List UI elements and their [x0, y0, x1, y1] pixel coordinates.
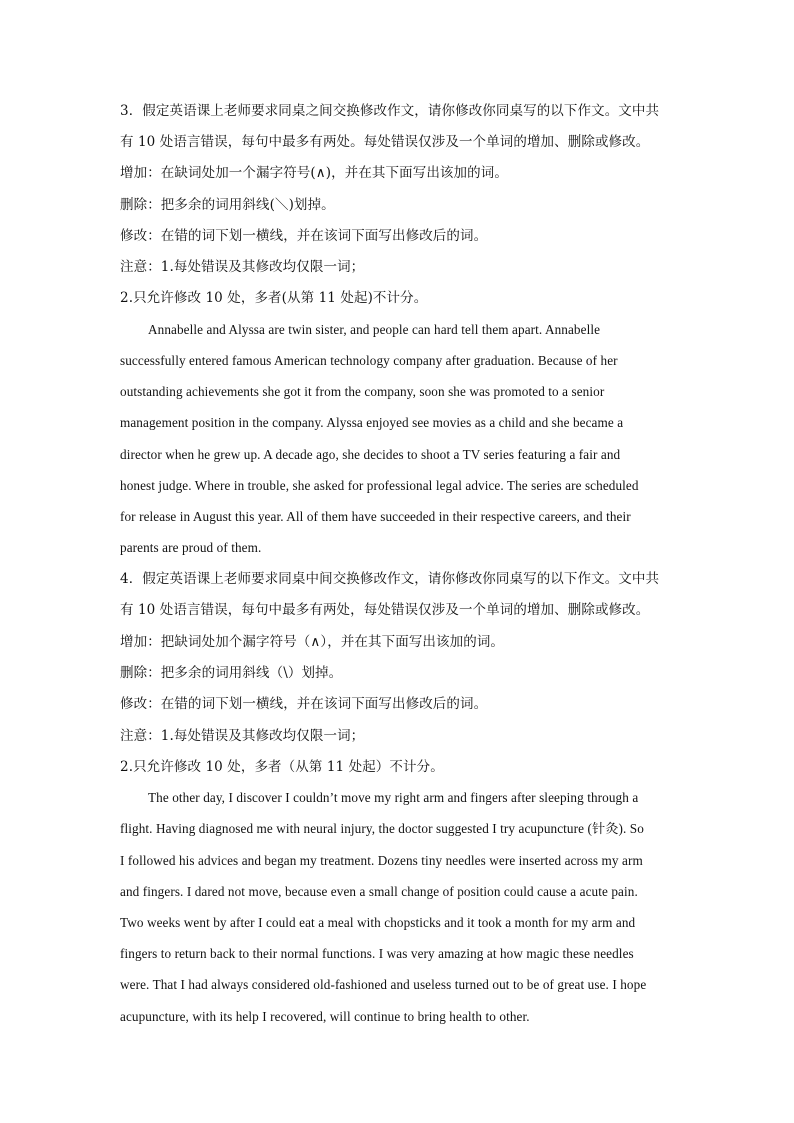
q3-passage-line: director when he grew up. A decade ago, she decides to shoot a TV series featuring a fair and: [120, 447, 621, 462]
q3-instruction-line: 3．假定英语课上老师要求同桌之间交换修改作文，请你修改你同桌写的以下作文。文中共: [120, 103, 660, 119]
q4-passage-line: Two weeks went by after I could eat a meal with chopsticks and it took a month for my arm and: [120, 915, 636, 930]
q4-passage-line: flight. Having diagnosed me with neural injury, the doctor suggested I try acupuncture (针灸). So: [120, 821, 644, 836]
q4-passage-line: The other day, I discover I couldn’t move my right arm and fingers after sleeping through a: [148, 790, 639, 805]
q4-passage-line: fingers to return back to their normal functions. I was very amazing at how magic these needles: [120, 946, 634, 961]
q3-passage-line: for release in August this year. All of them have succeeded in their respective careers, and their: [120, 509, 631, 524]
q3-instruction-line: 注意：1.每处错误及其修改均仅限一词；: [120, 259, 365, 275]
q3-instruction-line: 有 10 处语言错误，每句中最多有两处。每处错误仅涉及一个单词的增加、删除或修改。: [120, 134, 650, 150]
q4-instruction-line: 有 10 处语言错误，每句中最多有两处，每处错误仅涉及一个单词的增加、删除或修改。: [120, 602, 650, 618]
q3-instruction-line: 增加：在缺词处加一个漏字符号(∧)，并在其下面写出该加的词。: [120, 165, 508, 181]
q4-passage-line: acupuncture, with its help I recovered, will continue to bring health to other.: [120, 1009, 530, 1024]
q3-instruction-line: 删除：把多余的词用斜线(＼)划掉。: [120, 197, 335, 213]
q4-passage-line: and fingers. I dared not move, because even a small change of position could cause a acute pain.: [120, 884, 638, 899]
q3-passage-line: Annabelle and Alyssa are twin sister, and people can hard tell them apart. Annabelle: [148, 322, 601, 337]
q4-instruction-line: 删除：把多余的词用斜线（\）划掉。: [120, 665, 343, 681]
q3-passage-line: management position in the company. Alyssa enjoyed see movies as a child and she became a: [120, 415, 624, 430]
q4-passage-line: I followed his advices and began my treatment. Dozens tiny needles were inserted across my arm: [120, 853, 643, 868]
q4-instruction-line: 4．假定英语课上老师要求同桌中间交换修改作文，请你修改你同桌写的以下作文。文中共: [120, 571, 660, 587]
q4-instruction-line: 增加：把缺词处加个漏字符号（∧），并在其下面写出该加的词。: [120, 634, 505, 650]
q3-passage-line: successfully entered famous American technology company after graduation. Because of her: [120, 353, 618, 368]
q4-instruction-line: 注意：1.每处错误及其修改均仅限一词；: [120, 728, 365, 744]
q3-instruction-line: 2.只允许修改 10 处，多者(从第 11 处起)不计分。: [120, 290, 428, 306]
q3-instruction-line: 修改：在错的词下划一横线，并在该词下面写出修改后的词。: [120, 228, 488, 244]
q3-passage-line: honest judge. Where in trouble, she asked for professional legal advice. The series are scheduled: [120, 478, 639, 493]
q4-passage-line: were. That I had always considered old-fashioned and useless turned out to be of great use. I hope: [120, 977, 647, 992]
q3-passage-line: outstanding achievements she got it from the company, soon she was promoted to a senior: [120, 384, 605, 399]
q4-instruction-line: 2.只允许修改 10 处，多者（从第 11 处起）不计分。: [120, 759, 444, 775]
q3-passage-line: parents are proud of them.: [120, 540, 262, 555]
q4-instruction-line: 修改：在错的词下划一横线，并在该词下面写出修改后的词。: [120, 696, 488, 712]
